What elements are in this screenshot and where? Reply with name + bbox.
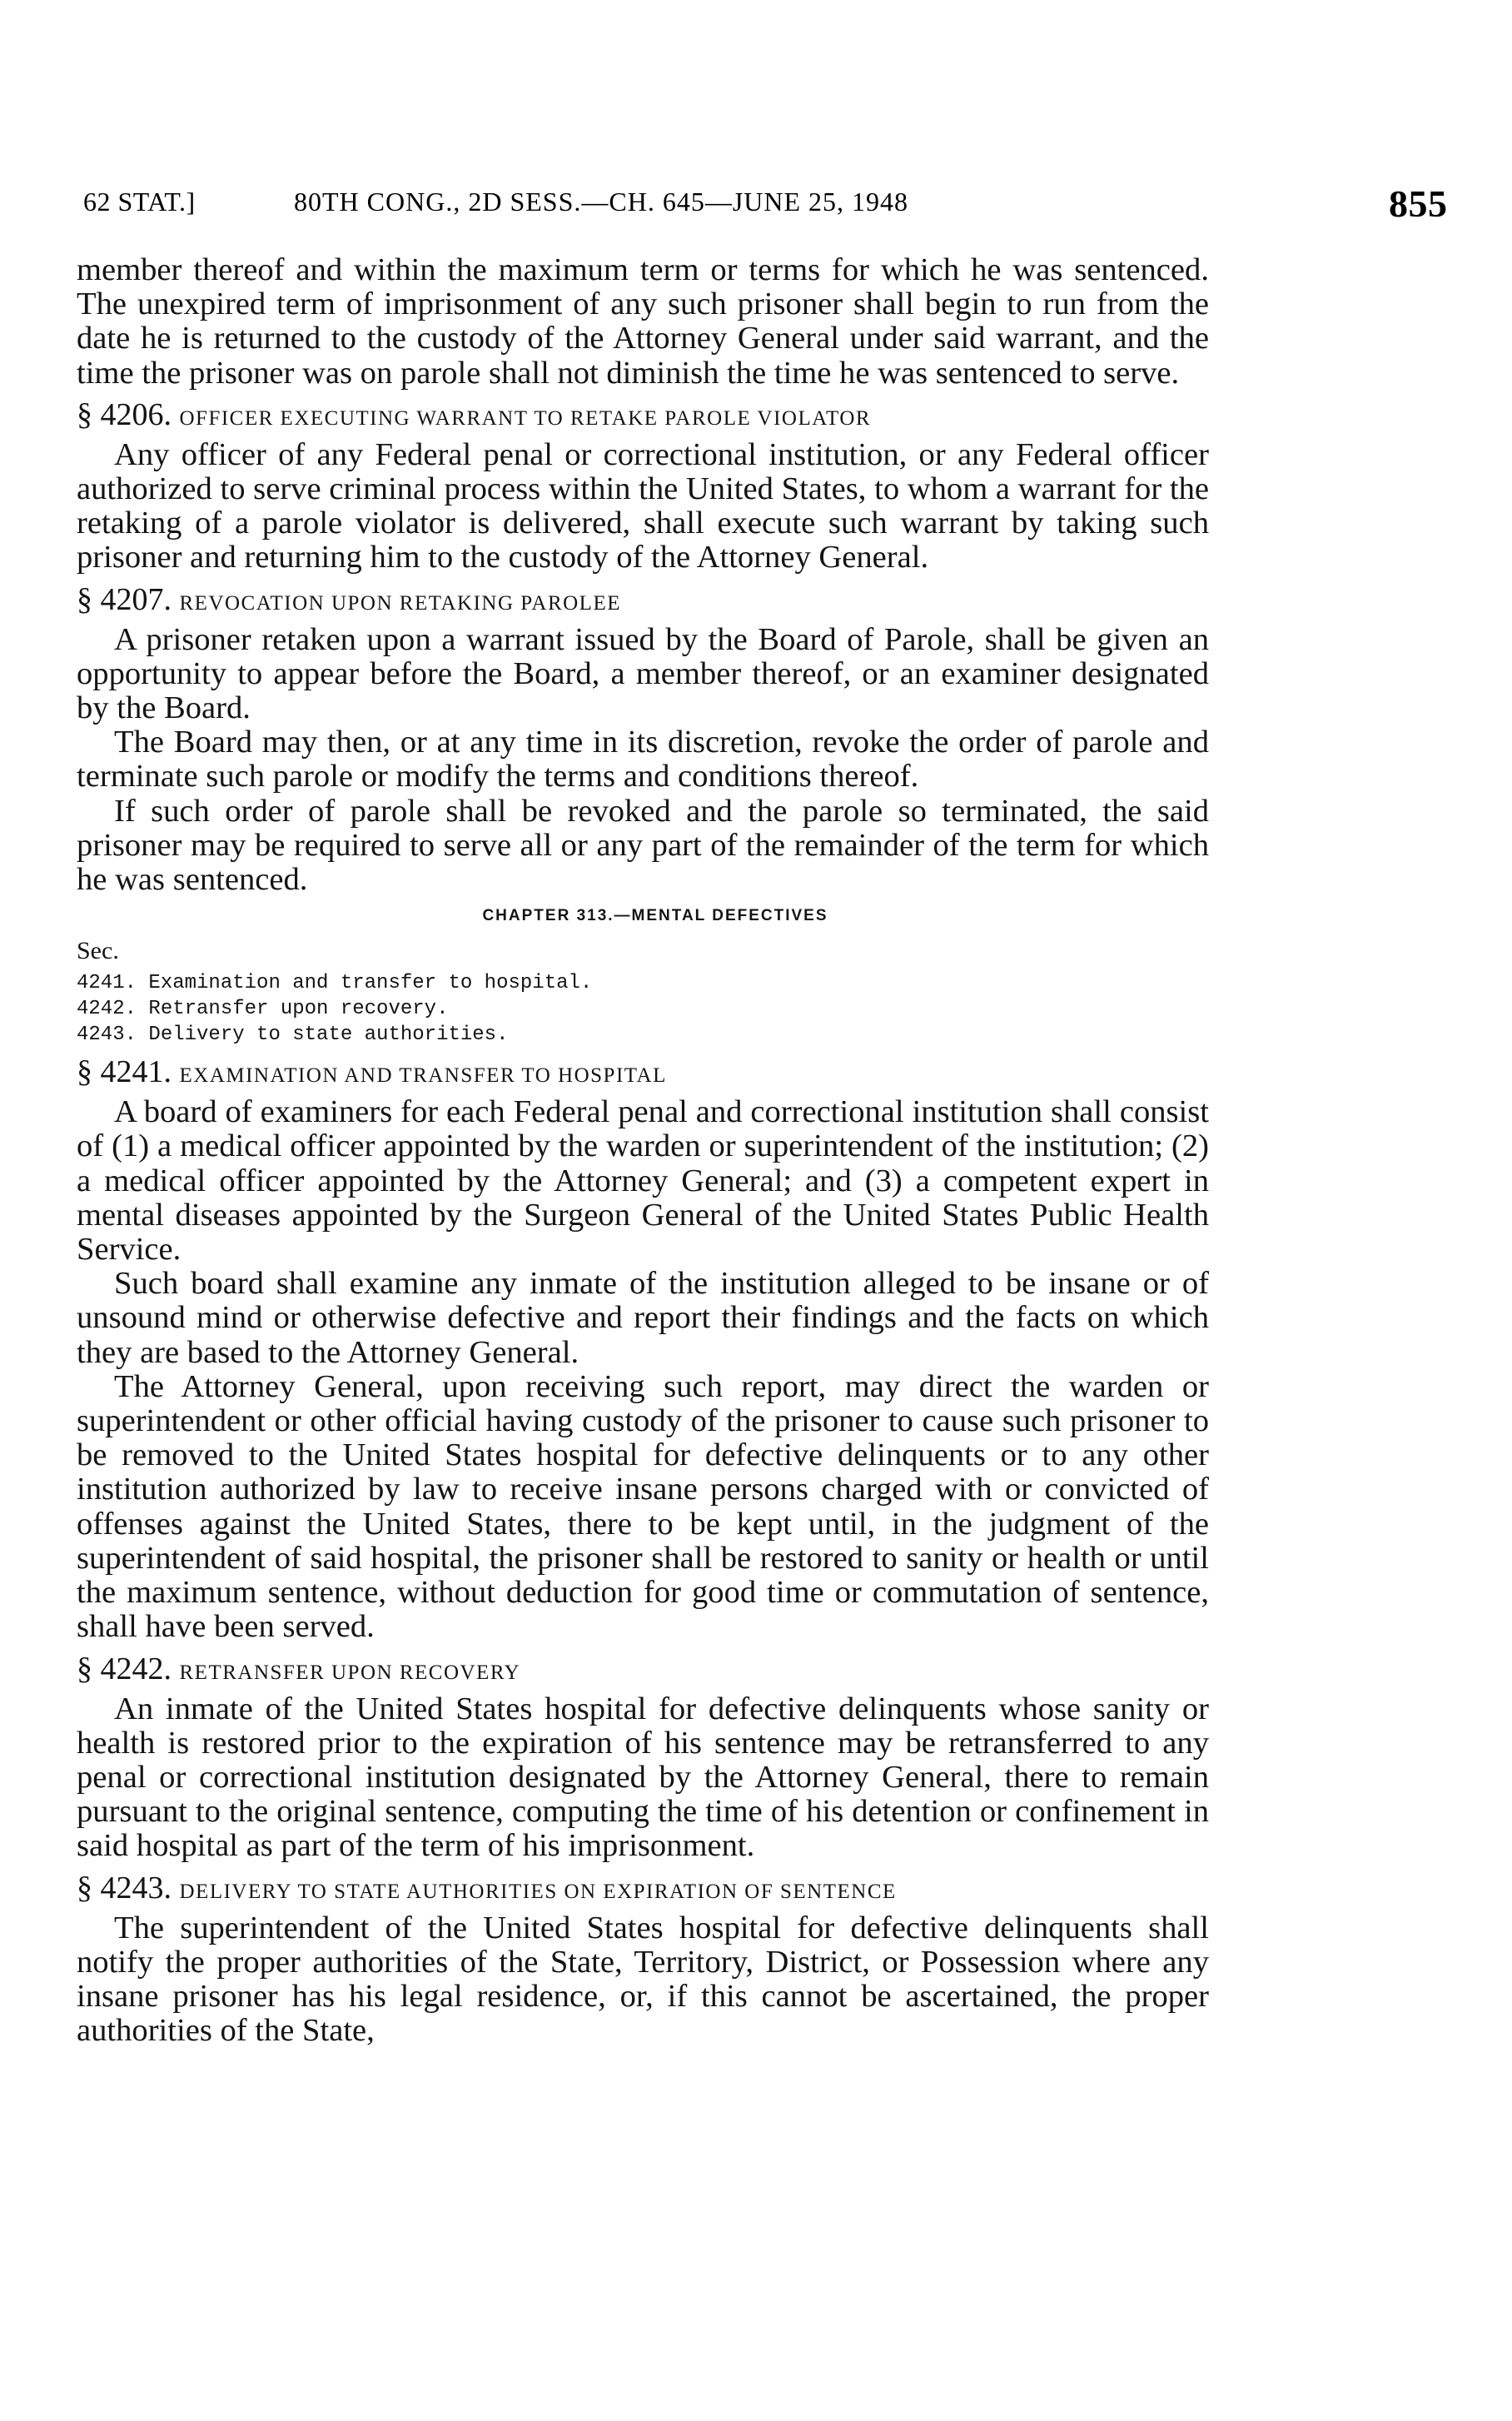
statute-reference: 62 STAT.] — [83, 187, 196, 217]
session-line: 80TH CONG., 2D SESS.—CH. 645—JUNE 25, 1948 — [294, 187, 909, 217]
page-body — [77, 253, 1209, 2048]
section-title: REVOCATION UPON RETAKING PAROLEE — [179, 591, 621, 615]
toc-item: 4241. Examination and transfer to hospital. — [77, 972, 593, 995]
paragraph: member thereof and within the maximum term or terms for which he was sentenced. The unexpired term of imprisonment of any such prisoner shall begin to run from the date he is returned to the custody of the Attorney General under said warrant, and the time the prisoner was on parole shall not diminish the time he was sentenced to serve. — [77, 252, 1209, 391]
sec-label: Sec. — [77, 937, 119, 965]
paragraph: Such board shall examine any inmate of the institution alleged to be insane or of unsound mind or otherwise defective and report their findings and the facts on which they are based to the Attorney General. — [77, 1266, 1209, 1370]
section-heading-4243 — [77, 1871, 1209, 1910]
paragraph: The Board may then, or at any time in its discretion, revoke the order of parole and terminate such parole or modify the terms and conditions thereof. — [77, 725, 1209, 795]
paragraph: Any officer of any Federal penal or correctional institution, or any Federal officer authorized to serve criminal process within the United States, to whom a warrant for the retaking of a parole violator is delivered, shall execute such warrant by taking such prisoner and returning him to the custody of the Attorney General. — [77, 436, 1209, 575]
paragraph: A board of examiners for each Federal penal and correctional institution shall consist of (1) a medical officer appointed by the warden or superintendent of the institution; (2) a medical officer appointed by the Attorney General; and (3) a competent expert in mental diseases appointed by the Surgeon General of the United States Public Health Service. — [77, 1094, 1209, 1268]
section-title: OFFICER EXECUTING WARRANT TO RETAKE PAROLE VIOLATOR — [179, 406, 872, 430]
paragraph: A prisoner retaken upon a warrant issued by the Board of Parole, shall be given an opportunity to appear before the Board, a member thereof, or an examiner designated by the Board. — [77, 621, 1209, 726]
paragraph: The superintendent of the United States hospital for defective delinquents shall notify the proper authorities of the State, Territory, District, or Possession where any insane prisoner has his legal residence, or, if this cannot be ascertained, the proper authorities of the State, — [77, 1910, 1209, 2049]
chapter-title: CHAPTER 313.—MENTAL DEFECTIVES — [482, 907, 828, 925]
section-heading-4207 — [77, 582, 1209, 621]
section-heading-4241 — [77, 1054, 1209, 1093]
section-title: DELIVERY TO STATE AUTHORITIES ON EXPIRATION OF SENTENCE — [179, 1880, 897, 1903]
section-title: RETRANSFER UPON RECOVERY — [179, 1661, 521, 1684]
section-title: EXAMINATION AND TRANSFER TO HOSPITAL — [179, 1064, 667, 1088]
section-heading-4206 — [77, 397, 1209, 436]
paragraph: An inmate of the United States hospital for defective delinquents whose sanity or health is restored prior to the expiration of his sentence may be retransferred to any penal or correctional institution designated by the Attorney General, there to remain pursuant to the original sentence, computing the time of his detention or confinement in said hospital as part of the term of his imprisonment. — [77, 1691, 1209, 1864]
section-number: § 4243. — [77, 1870, 172, 1905]
paragraph: If such order of parole shall be revoked and the parole so terminated, the said prisoner may be required to serve all or any part of the remainder of the term for which he was sentenced. — [77, 793, 1209, 898]
section-heading-4242 — [77, 1651, 1209, 1691]
section-number: § 4241. — [77, 1054, 172, 1090]
toc-item: 4242. Retransfer upon recovery. — [77, 998, 449, 1021]
page-number: 855 — [1389, 182, 1448, 225]
section-number: § 4207. — [77, 581, 172, 617]
section-number: § 4206. — [77, 396, 172, 432]
chapter-contents — [77, 907, 1209, 1048]
paragraph: The Attorney General, upon receiving such report, may direct the warden or superintendent or other official having custody of the prisoner to cause such prisoner to be removed to the United States hospital for defective delinquents or to any other institution authorized by law to receive insane persons charged with or convicted of offenses against the United States, there to be kept until, in the judgment of the superintendent of said hospital, the prisoner shall be restored to sanity or health or until the maximum sentence, without deduction for good time or commutation of sentence, shall have been served. — [77, 1368, 1209, 1645]
page-header — [0, 167, 1512, 228]
toc-item: 4243. Delivery to state authorities. — [77, 1024, 509, 1047]
section-number: § 4242. — [77, 1651, 172, 1686]
